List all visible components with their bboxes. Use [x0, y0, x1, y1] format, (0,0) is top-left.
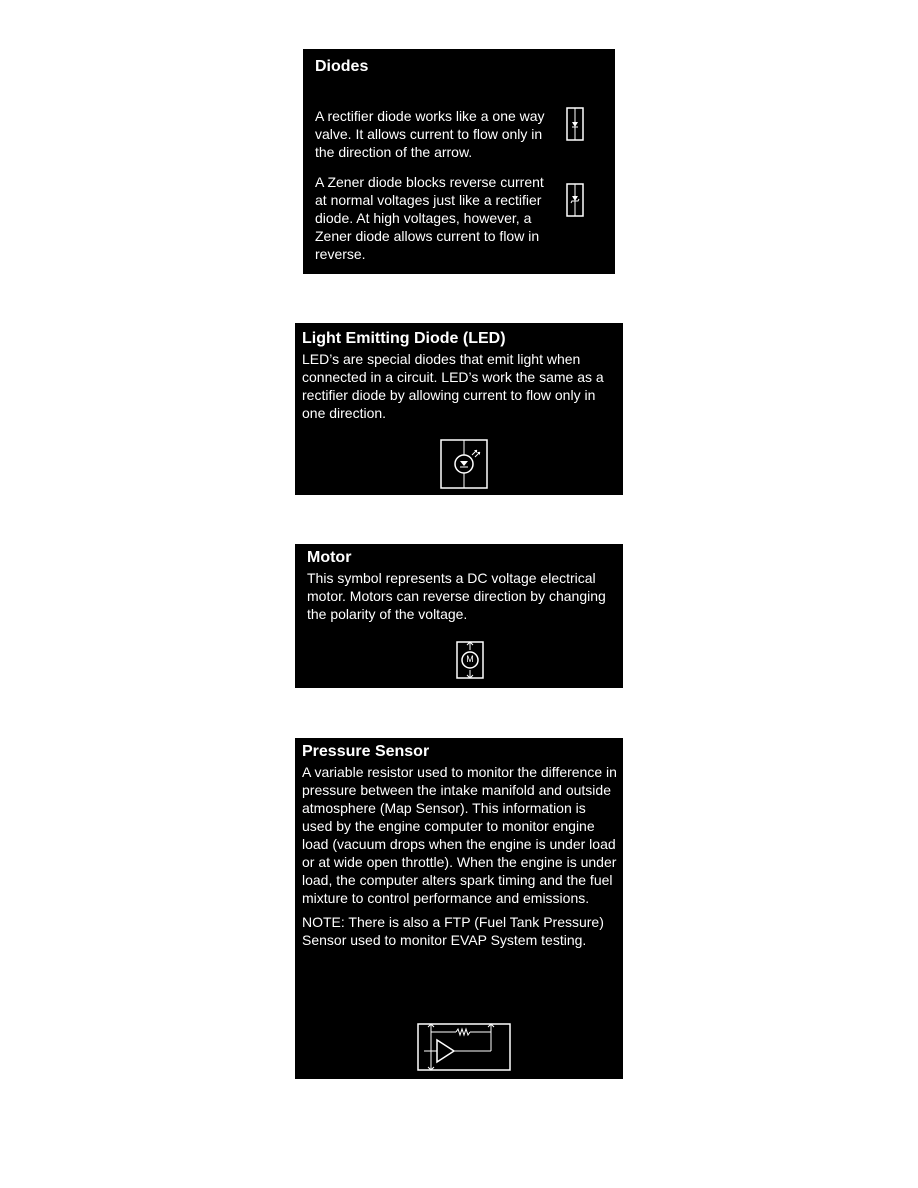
pressure-sensor-panel: [295, 738, 623, 1079]
pressure-sensor-icon: [417, 1023, 511, 1071]
pressure-sensor-note: NOTE: There is also a FTP (Fuel Tank Pressure) Sensor used to monitor EVAP System testing.: [302, 914, 604, 948]
rectifier-diode-text: A rectifier diode works like a one way valve. It allows current to flow only in the direction of the arrow.: [315, 108, 545, 160]
zener-diode-icon: [566, 183, 584, 217]
diodes-panel: [303, 49, 615, 274]
led-text: LED’s are special diodes that emit light when connected in a circuit. LED’s work the same as a rectifier diode by allowing current to flow only in one direction.: [302, 351, 604, 421]
led-title: Light Emitting Diode (LED): [302, 330, 506, 347]
rectifier-diode-icon: [566, 107, 584, 141]
motor-text: This symbol represents a DC voltage electrical motor. Motors can reverse direction by changing the polarity of the voltage.: [307, 570, 606, 622]
led-icon: [440, 439, 488, 489]
led-panel: [295, 323, 623, 495]
motor-icon: [456, 641, 484, 679]
pressure-sensor-title: Pressure Sensor: [302, 743, 430, 760]
diodes-title: Diodes: [315, 58, 369, 75]
motor-panel: [295, 544, 623, 688]
zener-diode-text: A Zener diode blocks reverse current at normal voltages just like a rectifier diode. At high voltages, however, a Zener diode allows current to flow in reverse.: [315, 174, 544, 262]
pressure-sensor-text: A variable resistor used to monitor the difference in pressure between the intake manifold and outside atmosphere (Map Sensor). This information is used by the engine computer to monitor engine load (vacuum drops when the engine is under load or at wide open throttle). When the engine is under load, the computer alters spark timing and the fuel mixture to control performance and emissions.: [302, 764, 617, 906]
motor-symbol-label: M: [466, 654, 474, 664]
motor-title: Motor: [307, 549, 352, 566]
